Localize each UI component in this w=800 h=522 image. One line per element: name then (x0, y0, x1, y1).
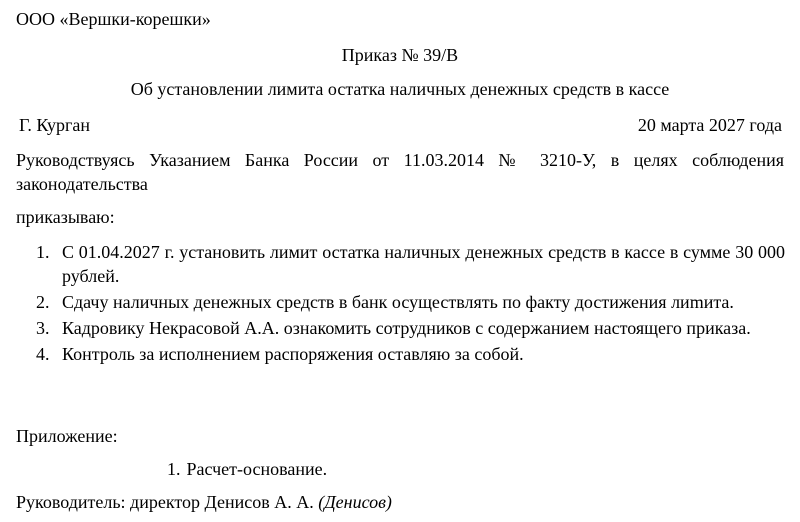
order-item-2 (36, 290, 785, 314)
order-item-number: 2. (36, 292, 50, 312)
order-item-1 (36, 240, 785, 288)
order-items-list (36, 240, 785, 368)
order-item-number: 4. (36, 344, 50, 364)
organization-name: ООО «Вершки-корешки» (16, 9, 211, 29)
attachment-item-number: 1. (167, 459, 181, 479)
order-item-3 (36, 316, 785, 340)
order-word: приказываю: (16, 207, 115, 227)
order-item-number: 3. (36, 318, 50, 338)
signatory: Руководитель: директор Денисов А. А. (16, 492, 314, 512)
order-item-text: Сдачу наличных денежных средств в банк осуществлять по факту достижения лиmита. (62, 292, 734, 312)
order-item-text: С 01.04.2027 г. установить лимит остатка наличных денежных средств в кассе в сумме 30 000 рублей. (62, 242, 785, 286)
document-title: Приказ № 39/В (341, 45, 459, 65)
handwritten-signature: (Денисов) (318, 492, 392, 512)
basis-paragraph: Руководствуясь Указанием Банка России от 11.03.2014 № 3210-У, в целях соблюдения законодательства (16, 150, 784, 194)
signature-line (16, 490, 392, 514)
document-subject: Об установлении лимита остатка наличных денежных средств в кассе (130, 79, 670, 99)
order-item-text: Кадровику Некрасовой А.А. ознакомить сотрудников с содержанием настоящего приказа. (62, 318, 751, 338)
document-city: Г. Курган (19, 115, 91, 135)
order-item-4 (36, 342, 785, 366)
attachment-item-1 (167, 457, 327, 481)
attachment-label: Приложение: (16, 426, 118, 446)
order-item-number: 1. (36, 242, 50, 262)
attachment-item-text: Расчет-основание. (186, 459, 328, 479)
order-item-text: Контроль за исполнением распоряжения оставляю за собой. (62, 344, 524, 364)
document-date: 20 марта 2027 года (637, 115, 782, 135)
